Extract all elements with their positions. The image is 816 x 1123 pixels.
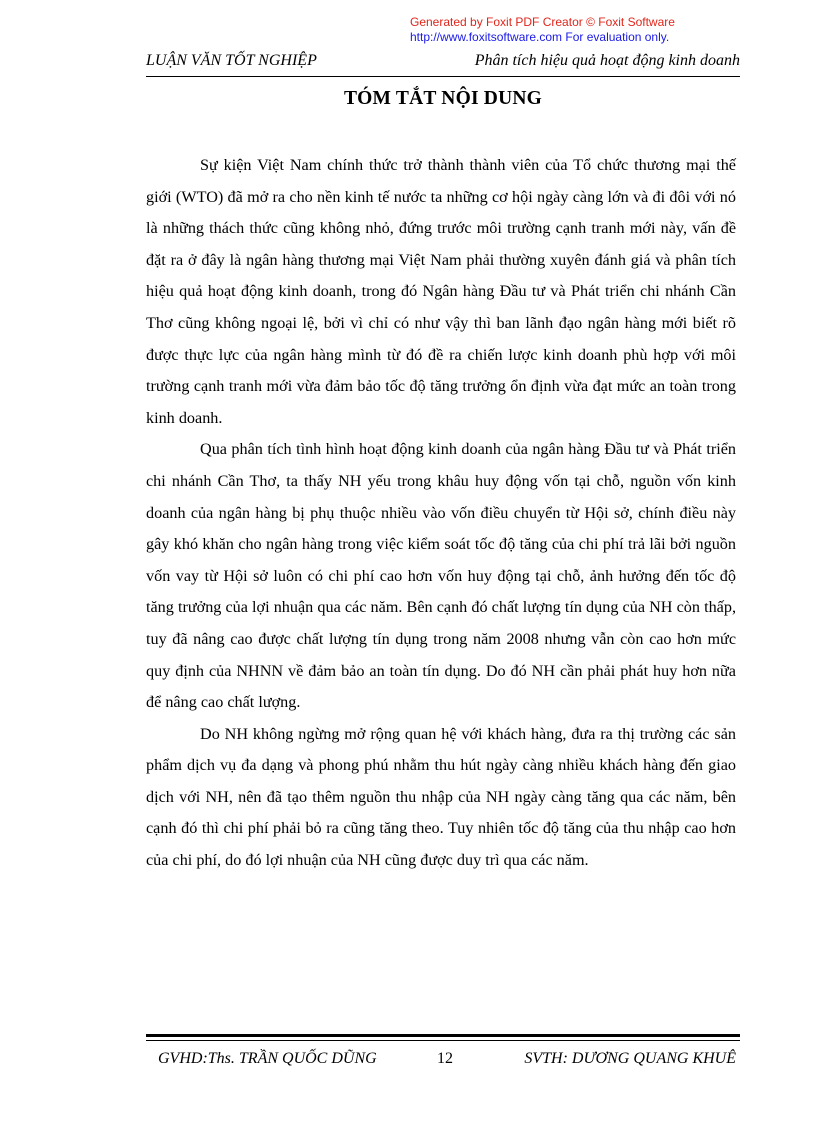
page-footer — [146, 1050, 736, 1072]
paragraph-2: Qua phân tích tình hình hoạt động kinh doanh của ngân hàng Đầu tư và Phát triển chi nhánh Cần Thơ, ta thấy NH yếu trong khâu huy động vốn tại chỗ, nguồn vốn kinh doanh của ngân hàng bị phụ thuộc nhiều vào vốn điều chuyển từ Hội sở, chính điều này gây khó khăn cho ngân hàng trong việc kiểm soát tốc độ tăng của chi phí trả lãi bởi nguồn vốn vay từ Hội sở luôn có chi phí cao hơn vốn huy động tại chỗ, ảnh hưởng đến tốc độ tăng trưởng của lợi nhuận qua các năm. Bên cạnh đó chất lượng tín dụng của NH còn thấp, tuy đã nâng cao được chất lượng tín dụng trong năm 2008 nhưng vẫn còn cao hơn mức quy định của NHNN về đảm bảo an toàn tín dụng. Do đó NH cần phải phát huy hơn nữa để nâng cao chất lượng. — [146, 440, 736, 712]
footer-student: SVTH: DƯƠNG QUANG KHUÊ — [524, 1050, 736, 1067]
footer-advisor: GVHD:Ths. TRẦN QUỐC DŨNG — [158, 1050, 377, 1067]
header-topic-label: Phân tích hiệu quả hoạt động kinh doanh — [474, 52, 740, 69]
footer-divider-thin — [146, 1040, 740, 1041]
paragraph-1: Sự kiện Việt Nam chính thức trở thành thành viên của Tổ chức thương mại thế giới (WTO) đã mở ra cho nền kinh tế nước ta những cơ hội ngày càng lớn và đi đôi với nó là những thách thức cũng không nhỏ, đứng trước môi trường cạnh tranh mới này, vấn đề đặt ra ở đây là ngân hàng thương mại Việt Nam phải thường xuyên đánh giá và phân tích hiệu quả hoạt động kinh doanh, trong đó Ngân hàng Đầu tư và Phát triển chi nhánh Cần Thơ cũng không ngoại lệ, bởi vì chỉ có như vậy thì ban lãnh đạo ngân hàng mới biết rõ được thực lực của ngân hàng mình từ đó đề ra chiến lược kinh doanh phù hợp với môi trường cạnh tranh mới vừa đảm bảo tốc độ tăng trưởng ổn định vừa đạt mức an toàn trong kinh doanh. — [146, 156, 736, 427]
watermark-generator-text: Generated by Foxit PDF Creator © Foxit Software — [410, 15, 675, 29]
paragraph-3: Do NH không ngừng mở rộng quan hệ với khách hàng, đưa ra thị trường các sản phẩm dịch vụ đa dạng và phong phú nhằm thu hút ngày càng nhiều khách hàng đến giao dịch với NH, nên đã tạo thêm nguồn thu nhập của NH ngày càng tăng qua các năm, bên cạnh đó thì chi phí phải bỏ ra cũng tăng theo. Tuy nhiên tốc độ tăng của thu nhập cao hơn của chi phí, do đó lợi nhuận của NH cũng được duy trì qua các năm. — [146, 724, 736, 870]
page-title: TÓM TẮT NỘI DUNG — [343, 88, 543, 109]
page-header — [146, 52, 740, 74]
header-thesis-label: LUẬN VĂN TỐT NGHIỆP — [146, 52, 317, 69]
footer-divider-thick — [146, 1034, 740, 1037]
page-number: 12 — [437, 1050, 453, 1067]
summary-body — [146, 150, 736, 877]
foxit-watermark — [410, 15, 710, 45]
watermark-url-text: http://www.foxitsoftware.com For evaluation only. — [410, 30, 670, 44]
header-divider — [146, 76, 740, 77]
